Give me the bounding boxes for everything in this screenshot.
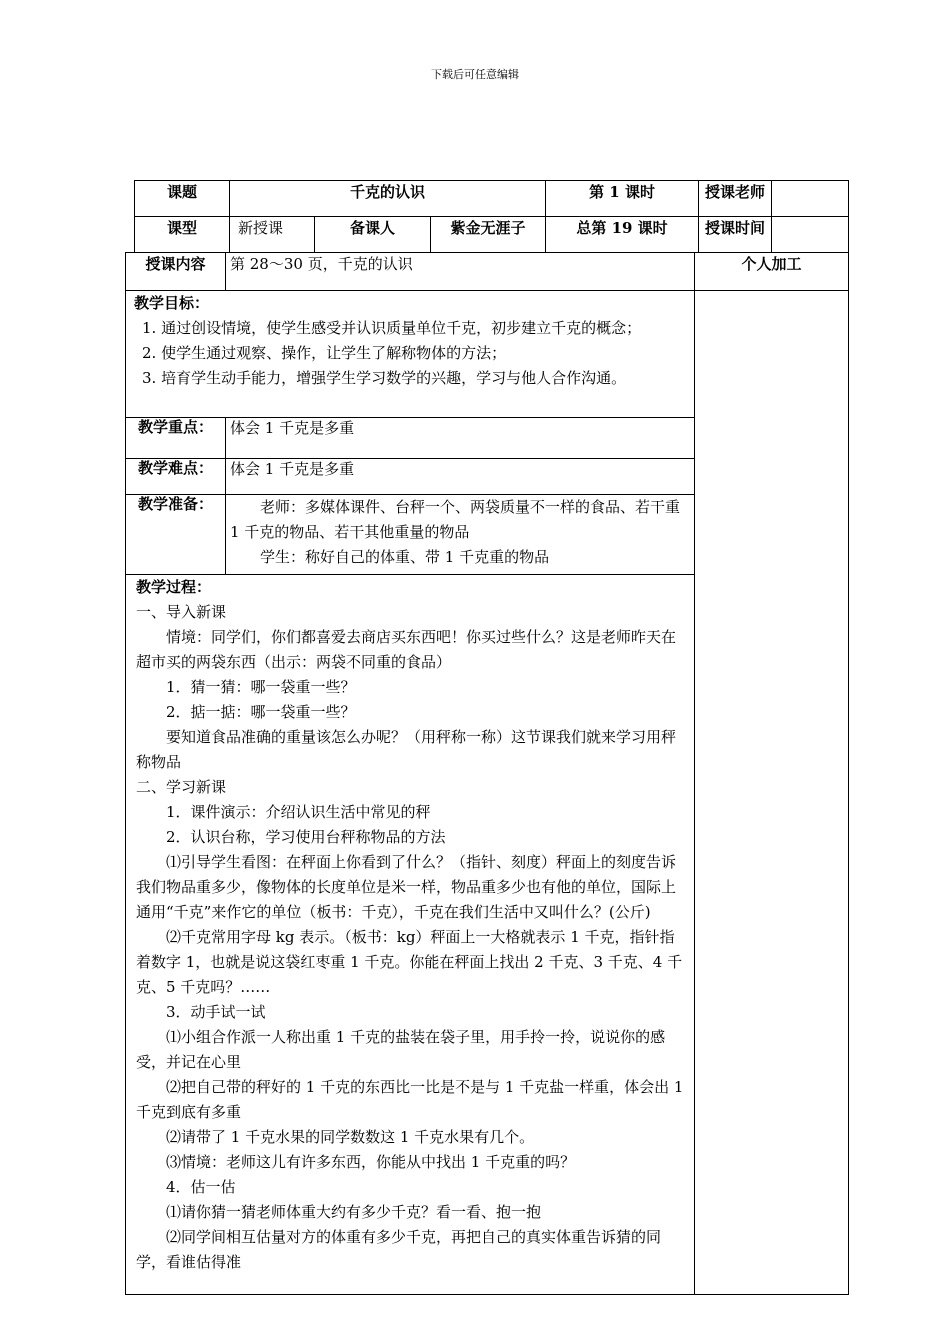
type-value: 新授课 (230, 217, 315, 253)
teacher-value (772, 181, 849, 217)
goal-item: 2. 使学生通过观察、操作，让学生了解称物体的方法； (142, 344, 507, 362)
process-line: 情境：同学们，你们都喜爱去商店买东西吧！你买过些什么？这是老师昨天在超市买的两袋东西（出示：两袋不同重的食品） (136, 628, 677, 671)
preparer-label: 备课人 (315, 217, 431, 253)
process-line: 要知道食品准确的重量该怎么办呢？（用秤称一称）这节课我们就来学习用秤称物品 (136, 728, 677, 771)
process-line: 二、学习新课 (136, 778, 227, 796)
goal-item: 1. 通过创设情境，使学生感受并认识质量单位千克，初步建立千克的概念； (142, 319, 642, 337)
teaching-process (126, 575, 695, 1295)
difficulty-value: 体会 1 千克是多重 (226, 459, 695, 495)
lesson-number: 第 1 课时 (546, 181, 699, 217)
preparation-value (226, 495, 695, 575)
key-point-label: 教学重点： (126, 418, 226, 459)
process-line: ⑴引导学生看图：在秤面上你看到了什么？（指针、刻度）秤面上的刻度告诉我们物品重多少，像物体的长度单位是米一样，物品重多少也有他的单位，国际上通用“千克”来作它的单位（板书：千克），千克在我们生活中又叫什么？(公斤) (136, 853, 677, 921)
process-line: ⑵同学间相互估量对方的体重有多少千克，再把自己的真实体重告诉猜的同学，看谁估得准 (136, 1228, 662, 1271)
topic-value: 千克的认识 (230, 181, 546, 217)
process-line: ⑵把自己带的秤好的 1 千克的东西比一比是不是与 1 千克盐一样重，体会出 1 千克到底有多重 (136, 1078, 684, 1121)
process-line: ⑴小组合作派一人称出重 1 千克的盐装在袋子里，用手拎一拎，说说你的感受，并记在心里 (136, 1028, 666, 1071)
preparer-value: 紫金无涯子 (431, 217, 546, 253)
lesson-plan-table (125, 252, 849, 1295)
key-point-value: 体会 1 千克是多重 (226, 418, 695, 459)
content-value: 第 28～30 页，千克的认识 (226, 253, 695, 291)
personal-label: 个人加工 (695, 253, 849, 291)
type-label: 课型 (135, 217, 230, 253)
content-label: 授课内容 (126, 253, 226, 291)
process-line: 2．掂一掂：哪一袋重一些？ (166, 703, 356, 721)
personal-notes-column (695, 291, 849, 1295)
preparation-student: 学生：称好自己的体重、带 1 千克重的物品 (260, 548, 550, 566)
teaching-goals (126, 291, 695, 418)
preparation-teacher: 老师：多媒体课件、台秤一个、两袋质量不一样的食品、若干重 1 千克的物品、若干其他重量的物品 (230, 498, 681, 541)
process-line: ⑵请带了 1 千克水果的同学数数这 1 千克水果有几个。 (166, 1128, 535, 1146)
teacher-label: 授课老师 (699, 181, 772, 217)
process-line: 2．认识台称，学习使用台秤称物品的方法 (166, 828, 446, 846)
process-line: ⑶情境：老师这儿有许多东西，你能从中找出 1 千克重的吗？ (166, 1153, 576, 1171)
header-note: 下载后可任意编辑 (431, 68, 519, 81)
process-line: ⑵千克常用字母 kg 表示。（板书：kg）秤面上一大格就表示 1 千克，指针指着数字 1，也就是说这袋红枣重 1 千克。你能在秤面上找出 2 千克、3 千克、4 千克、5 千克吗？…… (136, 928, 683, 996)
total-lesson: 总第 19 课时 (546, 217, 699, 253)
process-line: 3．动手试一试 (166, 1003, 266, 1021)
process-line: 1．课件演示：介绍认识生活中常见的秤 (166, 803, 431, 821)
process-line: ⑴请你猜一猜老师体重大约有多少千克？看一看、抱一抱 (166, 1203, 542, 1221)
process-line: 1．猜一猜：哪一袋重一些？ (166, 678, 356, 696)
preparation-label: 教学准备： (126, 495, 226, 575)
time-label: 授课时间 (699, 217, 772, 253)
difficulty-label: 教学难点： (126, 459, 226, 495)
goal-item: 3. 培育学生动手能力，增强学生学习数学的兴趣，学习与他人合作沟通。 (142, 369, 627, 387)
topic-label: 课题 (135, 181, 230, 217)
process-title: 教学过程： (136, 578, 212, 596)
process-line: 一、导入新课 (136, 603, 227, 621)
process-line: 4．估一估 (166, 1178, 236, 1196)
lesson-info-table (134, 180, 849, 253)
time-value (772, 217, 849, 253)
goals-title: 教学目标： (134, 294, 210, 312)
